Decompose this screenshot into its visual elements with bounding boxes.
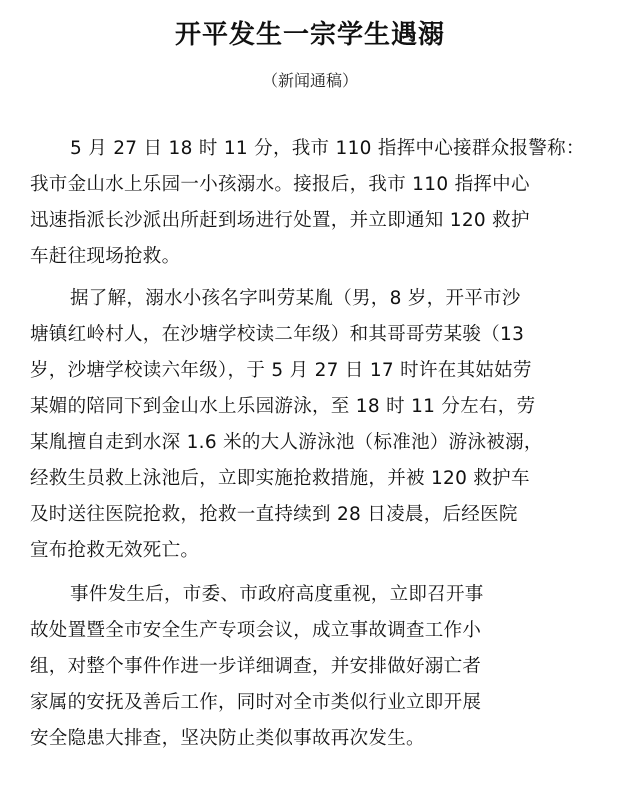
paragraph-1-line-2: 我市金山水上乐园一小孩溺水。接报后，我市 110 指挥中心 bbox=[30, 174, 530, 195]
paragraph-2-line-8: 宣布抢救无效死亡。 bbox=[30, 540, 200, 561]
paragraph-1-line-1: 5 月 27 日 18 时 11 分，我市 110 指挥中心接群众报警称： bbox=[70, 138, 585, 159]
paragraph-2-line-3: 岁，沙塘学校读六年级），于 5 月 27 日 17 时许在其姑姑劳 bbox=[30, 360, 532, 381]
paragraph-2-line-1: 据了解，溺水小孩名字叫劳某胤（男，8 岁，开平市沙 bbox=[70, 288, 521, 309]
document-subtitle: （新闻通稿） bbox=[261, 71, 358, 90]
paragraph-3-line-2: 故处置暨全市安全生产专项会议，成立事故调查工作小 bbox=[30, 620, 482, 641]
paragraph-3-line-3: 组，对整个事件作进一步详细调查，并安排做好溺亡者 bbox=[30, 656, 482, 677]
document-title: 开平发生一宗学生遇溺 bbox=[174, 20, 445, 50]
paragraph-3-line-4: 家属的安抚及善后工作，同时对全市类似行业立即开展 bbox=[30, 692, 482, 713]
paragraph-1-line-4: 车赶往现场抢救。 bbox=[30, 246, 181, 267]
paragraph-2-line-5: 某胤擅自走到水深 1.6 米的大人游泳池（标准池）游泳被溺， bbox=[30, 432, 543, 453]
paragraph-3-line-1: 事件发生后，市委、市政府高度重视，立即召开事 bbox=[70, 584, 484, 605]
paragraph-1-line-3: 迅速指派长沙派出所赶到场进行处置，并立即通知 120 救护 bbox=[30, 210, 530, 231]
paragraph-2-line-7: 及时送往医院抢救，抢救一直持续到 28 日凌晨，后经医院 bbox=[30, 504, 518, 525]
paragraph-2-line-6: 经救生员救上泳池后，立即实施抢救措施，并被 120 救护车 bbox=[30, 468, 530, 489]
paragraph-3-line-5: 安全隐患大排查，坚决防止类似事故再次发生。 bbox=[30, 728, 425, 749]
paragraph-2-line-4: 某媚的陪同下到金山水上乐园游泳，至 18 时 11 分左右，劳 bbox=[30, 396, 536, 417]
paragraph-2-line-2: 塘镇红岭村人，在沙塘学校读二年级）和其哥哥劳某骏（13 bbox=[30, 324, 525, 345]
